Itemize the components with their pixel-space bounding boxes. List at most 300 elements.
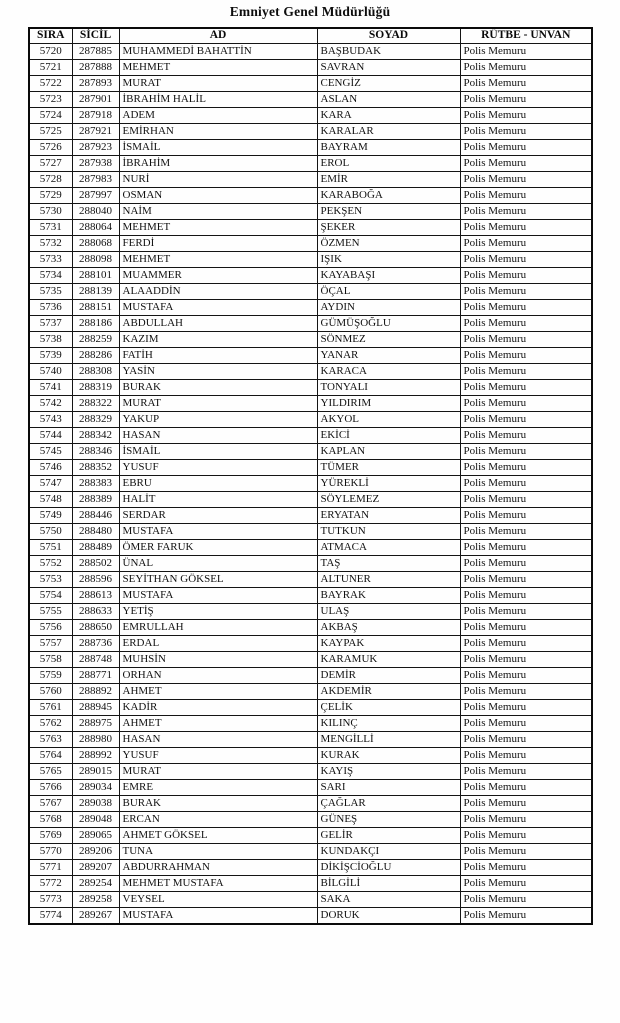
cell-ad: MUSTAFA xyxy=(119,588,317,604)
cell-ad: ERCAN xyxy=(119,812,317,828)
table-row xyxy=(29,428,592,444)
cell-sira: 5767 xyxy=(29,796,72,812)
cell-soyad: ULAŞ xyxy=(317,604,460,620)
column-header-rutbe: RÜTBE - UNVAN xyxy=(460,28,592,44)
table-row xyxy=(29,908,592,925)
cell-rutbe: Polis Memuru xyxy=(460,876,592,892)
cell-sira: 5723 xyxy=(29,92,72,108)
cell-rutbe: Polis Memuru xyxy=(460,332,592,348)
cell-sicil: 288308 xyxy=(72,364,119,380)
cell-sira: 5760 xyxy=(29,684,72,700)
table-row xyxy=(29,508,592,524)
cell-rutbe: Polis Memuru xyxy=(460,588,592,604)
cell-soyad: KILINÇ xyxy=(317,716,460,732)
cell-soyad: KUNDAKÇI xyxy=(317,844,460,860)
cell-soyad: KARAMUK xyxy=(317,652,460,668)
cell-rutbe: Polis Memuru xyxy=(460,396,592,412)
table-row xyxy=(29,236,592,252)
cell-sicil: 288286 xyxy=(72,348,119,364)
cell-soyad: TAŞ xyxy=(317,556,460,572)
cell-ad: YUSUF xyxy=(119,748,317,764)
cell-sicil: 289207 xyxy=(72,860,119,876)
cell-soyad: AKBAŞ xyxy=(317,620,460,636)
cell-soyad: IŞIK xyxy=(317,252,460,268)
cell-sicil: 287983 xyxy=(72,172,119,188)
cell-ad: YASİN xyxy=(119,364,317,380)
cell-soyad: ATMACA xyxy=(317,540,460,556)
cell-sira: 5733 xyxy=(29,252,72,268)
cell-soyad: KARA xyxy=(317,108,460,124)
cell-soyad: EMİR xyxy=(317,172,460,188)
cell-sicil: 288040 xyxy=(72,204,119,220)
cell-rutbe: Polis Memuru xyxy=(460,140,592,156)
table-row xyxy=(29,732,592,748)
cell-sicil: 288098 xyxy=(72,252,119,268)
table-row xyxy=(29,604,592,620)
cell-rutbe: Polis Memuru xyxy=(460,748,592,764)
cell-sira: 5738 xyxy=(29,332,72,348)
cell-soyad: ÇAĞLAR xyxy=(317,796,460,812)
cell-rutbe: Polis Memuru xyxy=(460,380,592,396)
cell-soyad: DEMİR xyxy=(317,668,460,684)
cell-sicil: 288945 xyxy=(72,700,119,716)
cell-sira: 5727 xyxy=(29,156,72,172)
cell-sicil: 288389 xyxy=(72,492,119,508)
cell-sicil: 288186 xyxy=(72,316,119,332)
cell-sicil: 288068 xyxy=(72,236,119,252)
cell-rutbe: Polis Memuru xyxy=(460,508,592,524)
cell-sicil: 288980 xyxy=(72,732,119,748)
table-row xyxy=(29,828,592,844)
cell-ad: MEHMET MUSTAFA xyxy=(119,876,317,892)
cell-ad: TUNA xyxy=(119,844,317,860)
cell-soyad: AKDEMİR xyxy=(317,684,460,700)
cell-rutbe: Polis Memuru xyxy=(460,316,592,332)
cell-ad: EBRU xyxy=(119,476,317,492)
cell-rutbe: Polis Memuru xyxy=(460,60,592,76)
cell-sicil: 288064 xyxy=(72,220,119,236)
cell-ad: HASAN xyxy=(119,732,317,748)
cell-ad: ABDURRAHMAN xyxy=(119,860,317,876)
cell-soyad: PEKŞEN xyxy=(317,204,460,220)
cell-sira: 5773 xyxy=(29,892,72,908)
table-row xyxy=(29,204,592,220)
cell-sira: 5741 xyxy=(29,380,72,396)
cell-rutbe: Polis Memuru xyxy=(460,476,592,492)
cell-sicil: 289065 xyxy=(72,828,119,844)
cell-sicil: 287921 xyxy=(72,124,119,140)
table-row xyxy=(29,316,592,332)
cell-sira: 5752 xyxy=(29,556,72,572)
cell-sicil: 288975 xyxy=(72,716,119,732)
table-row xyxy=(29,172,592,188)
cell-sira: 5720 xyxy=(29,44,72,60)
cell-sicil: 287888 xyxy=(72,60,119,76)
table-row xyxy=(29,108,592,124)
cell-ad: YAKUP xyxy=(119,412,317,428)
cell-sira: 5757 xyxy=(29,636,72,652)
cell-rutbe: Polis Memuru xyxy=(460,780,592,796)
column-header-sira: SIRA xyxy=(29,28,72,44)
cell-sicil: 288596 xyxy=(72,572,119,588)
cell-sira: 5748 xyxy=(29,492,72,508)
cell-soyad: TONYALI xyxy=(317,380,460,396)
cell-sira: 5746 xyxy=(29,460,72,476)
column-header-soyad: SOYAD xyxy=(317,28,460,44)
cell-rutbe: Polis Memuru xyxy=(460,732,592,748)
cell-sira: 5765 xyxy=(29,764,72,780)
table-row xyxy=(29,268,592,284)
table-row xyxy=(29,76,592,92)
table-row xyxy=(29,476,592,492)
cell-sicil: 287885 xyxy=(72,44,119,60)
cell-ad: MUSTAFA xyxy=(119,908,317,925)
cell-ad: MURAT xyxy=(119,764,317,780)
table-row xyxy=(29,668,592,684)
table-row xyxy=(29,588,592,604)
cell-sicil: 289258 xyxy=(72,892,119,908)
cell-soyad: GÜMÜŞOĞLU xyxy=(317,316,460,332)
column-header-ad: AD xyxy=(119,28,317,44)
cell-sicil: 288613 xyxy=(72,588,119,604)
cell-sira: 5742 xyxy=(29,396,72,412)
table-row xyxy=(29,796,592,812)
cell-sira: 5769 xyxy=(29,828,72,844)
cell-sira: 5728 xyxy=(29,172,72,188)
cell-sicil: 289034 xyxy=(72,780,119,796)
table-row xyxy=(29,860,592,876)
cell-rutbe: Polis Memuru xyxy=(460,252,592,268)
cell-sira: 5736 xyxy=(29,300,72,316)
cell-sira: 5722 xyxy=(29,76,72,92)
cell-sicil: 289015 xyxy=(72,764,119,780)
cell-rutbe: Polis Memuru xyxy=(460,604,592,620)
cell-rutbe: Polis Memuru xyxy=(460,844,592,860)
cell-ad: MUHSİN xyxy=(119,652,317,668)
cell-ad: MUHAMMEDİ BAHATTİN xyxy=(119,44,317,60)
table-row xyxy=(29,492,592,508)
cell-ad: FERDİ xyxy=(119,236,317,252)
cell-soyad: KARALAR xyxy=(317,124,460,140)
cell-sira: 5756 xyxy=(29,620,72,636)
table-row xyxy=(29,876,592,892)
cell-rutbe: Polis Memuru xyxy=(460,572,592,588)
cell-soyad: KAYPAK xyxy=(317,636,460,652)
cell-ad: NAİM xyxy=(119,204,317,220)
table-row xyxy=(29,124,592,140)
cell-ad: BURAK xyxy=(119,796,317,812)
cell-sira: 5771 xyxy=(29,860,72,876)
cell-soyad: AYDIN xyxy=(317,300,460,316)
cell-ad: EMİRHAN xyxy=(119,124,317,140)
cell-sicil: 287997 xyxy=(72,188,119,204)
cell-soyad: YÜREKLİ xyxy=(317,476,460,492)
cell-rutbe: Polis Memuru xyxy=(460,556,592,572)
cell-ad: MEHMET xyxy=(119,252,317,268)
table-row xyxy=(29,780,592,796)
cell-rutbe: Polis Memuru xyxy=(460,76,592,92)
cell-ad: AHMET GÖKSEL xyxy=(119,828,317,844)
cell-ad: OSMAN xyxy=(119,188,317,204)
cell-sira: 5772 xyxy=(29,876,72,892)
cell-sira: 5761 xyxy=(29,700,72,716)
cell-rutbe: Polis Memuru xyxy=(460,812,592,828)
table-row xyxy=(29,812,592,828)
cell-soyad: KAPLAN xyxy=(317,444,460,460)
cell-rutbe: Polis Memuru xyxy=(460,444,592,460)
cell-soyad: CENGİZ xyxy=(317,76,460,92)
cell-soyad: EROL xyxy=(317,156,460,172)
cell-rutbe: Polis Memuru xyxy=(460,156,592,172)
table-row xyxy=(29,700,592,716)
table-row xyxy=(29,140,592,156)
table-row xyxy=(29,540,592,556)
cell-soyad: DİKİŞCİOĞLU xyxy=(317,860,460,876)
cell-ad: İSMAİL xyxy=(119,140,317,156)
cell-rutbe: Polis Memuru xyxy=(460,860,592,876)
table-row xyxy=(29,396,592,412)
cell-rutbe: Polis Memuru xyxy=(460,540,592,556)
table-row xyxy=(29,572,592,588)
cell-soyad: GELİR xyxy=(317,828,460,844)
cell-sira: 5754 xyxy=(29,588,72,604)
cell-rutbe: Polis Memuru xyxy=(460,492,592,508)
cell-sicil: 289048 xyxy=(72,812,119,828)
cell-rutbe: Polis Memuru xyxy=(460,204,592,220)
cell-ad: ÖMER FARUK xyxy=(119,540,317,556)
cell-rutbe: Polis Memuru xyxy=(460,620,592,636)
cell-soyad: SARI xyxy=(317,780,460,796)
cell-rutbe: Polis Memuru xyxy=(460,636,592,652)
cell-sicil: 289254 xyxy=(72,876,119,892)
cell-soyad: DORUK xyxy=(317,908,460,925)
table-row xyxy=(29,252,592,268)
cell-soyad: BAŞBUDAK xyxy=(317,44,460,60)
cell-rutbe: Polis Memuru xyxy=(460,908,592,925)
table-row xyxy=(29,556,592,572)
cell-sira: 5740 xyxy=(29,364,72,380)
cell-ad: MURAT xyxy=(119,76,317,92)
cell-rutbe: Polis Memuru xyxy=(460,108,592,124)
cell-ad: YUSUF xyxy=(119,460,317,476)
cell-rutbe: Polis Memuru xyxy=(460,684,592,700)
cell-sira: 5770 xyxy=(29,844,72,860)
cell-ad: MUSTAFA xyxy=(119,300,317,316)
table-row xyxy=(29,44,592,60)
cell-ad: MEHMET xyxy=(119,60,317,76)
cell-rutbe: Polis Memuru xyxy=(460,412,592,428)
cell-soyad: MENGİLLİ xyxy=(317,732,460,748)
cell-sira: 5726 xyxy=(29,140,72,156)
cell-sira: 5721 xyxy=(29,60,72,76)
cell-ad: İBRAHİM HALİL xyxy=(119,92,317,108)
cell-sira: 5755 xyxy=(29,604,72,620)
table-row xyxy=(29,636,592,652)
cell-ad: HALİT xyxy=(119,492,317,508)
cell-rutbe: Polis Memuru xyxy=(460,348,592,364)
cell-sira: 5747 xyxy=(29,476,72,492)
cell-sira: 5724 xyxy=(29,108,72,124)
cell-sira: 5729 xyxy=(29,188,72,204)
cell-sicil: 288259 xyxy=(72,332,119,348)
cell-soyad: BAYRAK xyxy=(317,588,460,604)
cell-ad: İSMAİL xyxy=(119,444,317,460)
cell-ad: AHMET xyxy=(119,684,317,700)
table-row xyxy=(29,300,592,316)
cell-sira: 5749 xyxy=(29,508,72,524)
cell-sira: 5762 xyxy=(29,716,72,732)
cell-ad: ERDAL xyxy=(119,636,317,652)
cell-rutbe: Polis Memuru xyxy=(460,892,592,908)
cell-sira: 5743 xyxy=(29,412,72,428)
cell-sira: 5735 xyxy=(29,284,72,300)
cell-sira: 5768 xyxy=(29,812,72,828)
cell-soyad: EKİCİ xyxy=(317,428,460,444)
cell-sicil: 287918 xyxy=(72,108,119,124)
cell-sicil: 289267 xyxy=(72,908,119,925)
cell-sira: 5730 xyxy=(29,204,72,220)
cell-rutbe: Polis Memuru xyxy=(460,364,592,380)
cell-soyad: ÇELİK xyxy=(317,700,460,716)
cell-sicil: 288151 xyxy=(72,300,119,316)
cell-sicil: 288633 xyxy=(72,604,119,620)
cell-sicil: 288771 xyxy=(72,668,119,684)
cell-soyad: KURAK xyxy=(317,748,460,764)
cell-soyad: SAVRAN xyxy=(317,60,460,76)
table-row xyxy=(29,652,592,668)
cell-sicil: 288480 xyxy=(72,524,119,540)
cell-sicil: 288489 xyxy=(72,540,119,556)
column-header-sicil: SİCİL xyxy=(72,28,119,44)
cell-sicil: 288346 xyxy=(72,444,119,460)
cell-rutbe: Polis Memuru xyxy=(460,700,592,716)
cell-sira: 5737 xyxy=(29,316,72,332)
cell-sira: 5758 xyxy=(29,652,72,668)
cell-ad: EMRE xyxy=(119,780,317,796)
cell-ad: NURİ xyxy=(119,172,317,188)
cell-sicil: 288650 xyxy=(72,620,119,636)
cell-rutbe: Polis Memuru xyxy=(460,524,592,540)
cell-soyad: YANAR xyxy=(317,348,460,364)
table-row xyxy=(29,220,592,236)
cell-soyad: GÜNEŞ xyxy=(317,812,460,828)
cell-ad: KAZIM xyxy=(119,332,317,348)
cell-soyad: ÖZMEN xyxy=(317,236,460,252)
table-row xyxy=(29,684,592,700)
cell-ad: HASAN xyxy=(119,428,317,444)
cell-soyad: KAYIŞ xyxy=(317,764,460,780)
cell-soyad: SAKA xyxy=(317,892,460,908)
cell-ad: ÜNAL xyxy=(119,556,317,572)
cell-sira: 5753 xyxy=(29,572,72,588)
cell-sira: 5731 xyxy=(29,220,72,236)
table-row xyxy=(29,444,592,460)
table-row xyxy=(29,620,592,636)
cell-sira: 5725 xyxy=(29,124,72,140)
cell-sira: 5764 xyxy=(29,748,72,764)
cell-soyad: BİLGİLİ xyxy=(317,876,460,892)
cell-ad: SERDAR xyxy=(119,508,317,524)
cell-soyad: YILDIRIM xyxy=(317,396,460,412)
cell-ad: SEYİTHAN GÖKSEL xyxy=(119,572,317,588)
cell-ad: İBRAHİM xyxy=(119,156,317,172)
cell-sira: 5759 xyxy=(29,668,72,684)
cell-sira: 5750 xyxy=(29,524,72,540)
cell-sicil: 288352 xyxy=(72,460,119,476)
cell-sira: 5774 xyxy=(29,908,72,925)
cell-ad: BURAK xyxy=(119,380,317,396)
page-title: Emniyet Genel Müdürlüğü xyxy=(229,4,391,19)
table-row xyxy=(29,60,592,76)
cell-rutbe: Polis Memuru xyxy=(460,764,592,780)
cell-rutbe: Polis Memuru xyxy=(460,300,592,316)
cell-sicil: 288319 xyxy=(72,380,119,396)
table-row xyxy=(29,332,592,348)
table-row xyxy=(29,92,592,108)
cell-rutbe: Polis Memuru xyxy=(460,716,592,732)
cell-ad: ADEM xyxy=(119,108,317,124)
table-row xyxy=(29,284,592,300)
cell-rutbe: Polis Memuru xyxy=(460,124,592,140)
cell-sicil: 288101 xyxy=(72,268,119,284)
cell-sira: 5744 xyxy=(29,428,72,444)
cell-ad: FATİH xyxy=(119,348,317,364)
cell-rutbe: Polis Memuru xyxy=(460,92,592,108)
cell-rutbe: Polis Memuru xyxy=(460,188,592,204)
cell-sira: 5745 xyxy=(29,444,72,460)
cell-sira: 5734 xyxy=(29,268,72,284)
cell-soyad: ALTUNER xyxy=(317,572,460,588)
cell-sira: 5739 xyxy=(29,348,72,364)
cell-rutbe: Polis Memuru xyxy=(460,220,592,236)
cell-rutbe: Polis Memuru xyxy=(460,796,592,812)
cell-soyad: TÜMER xyxy=(317,460,460,476)
cell-ad: MUSTAFA xyxy=(119,524,317,540)
cell-sicil: 288892 xyxy=(72,684,119,700)
cell-ad: YETİŞ xyxy=(119,604,317,620)
cell-rutbe: Polis Memuru xyxy=(460,172,592,188)
personnel-table xyxy=(28,27,593,925)
table-row xyxy=(29,748,592,764)
cell-sicil: 287901 xyxy=(72,92,119,108)
table-row xyxy=(29,892,592,908)
cell-soyad: KARACA xyxy=(317,364,460,380)
cell-soyad: SÖYLEMEZ xyxy=(317,492,460,508)
cell-sicil: 288992 xyxy=(72,748,119,764)
table-row xyxy=(29,412,592,428)
cell-sicil: 288446 xyxy=(72,508,119,524)
cell-sicil: 288322 xyxy=(72,396,119,412)
cell-sicil: 287923 xyxy=(72,140,119,156)
cell-rutbe: Polis Memuru xyxy=(460,828,592,844)
cell-sira: 5766 xyxy=(29,780,72,796)
cell-rutbe: Polis Memuru xyxy=(460,236,592,252)
table-row xyxy=(29,716,592,732)
cell-soyad: ÖÇAL xyxy=(317,284,460,300)
cell-sicil: 288748 xyxy=(72,652,119,668)
cell-ad: MUAMMER xyxy=(119,268,317,284)
cell-ad: MURAT xyxy=(119,396,317,412)
table-row xyxy=(29,188,592,204)
cell-sicil: 287893 xyxy=(72,76,119,92)
cell-soyad: ASLAN xyxy=(317,92,460,108)
cell-ad: ABDULLAH xyxy=(119,316,317,332)
cell-ad: ORHAN xyxy=(119,668,317,684)
table-row xyxy=(29,364,592,380)
cell-ad: ALAADDİN xyxy=(119,284,317,300)
cell-rutbe: Polis Memuru xyxy=(460,268,592,284)
table-row xyxy=(29,156,592,172)
